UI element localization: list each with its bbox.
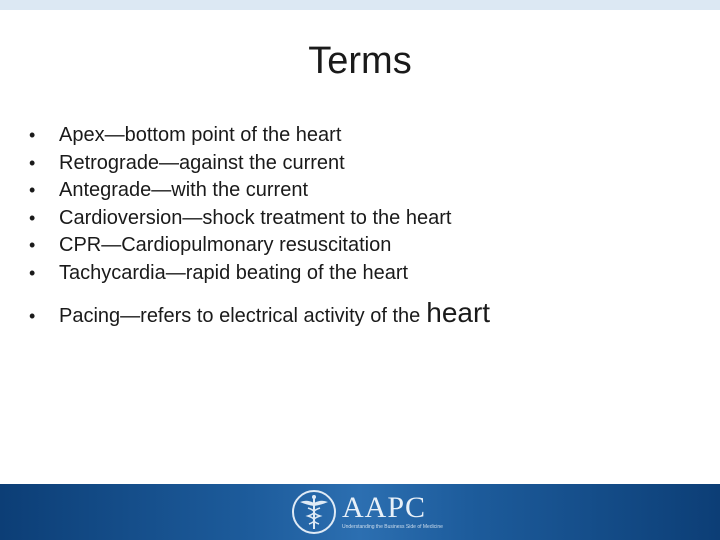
bullet-icon: • — [29, 180, 36, 200]
header-band — [0, 0, 720, 10]
bullet-item — [29, 150, 699, 178]
slide-title: Terms — [308, 40, 412, 82]
bullet-icon: • — [29, 152, 36, 173]
logo-text — [342, 493, 443, 531]
logo-name: AAPC — [342, 491, 427, 524]
bullet-icon: • — [29, 125, 36, 145]
bullet-icon: • — [29, 235, 36, 255]
bullet-item — [29, 205, 699, 233]
bullet-item — [29, 232, 699, 260]
caduceus-icon — [290, 488, 338, 536]
bullet-icon: • — [29, 306, 36, 326]
bullet-item — [29, 177, 699, 205]
bullet-emphasis: heart — [426, 297, 491, 328]
bullet-text: Retrograde—against the current — [59, 151, 345, 174]
bullet-text: Antegrade—with the current — [59, 179, 309, 201]
bullet-text: Pacing—refers to electrical activity of the — [59, 305, 421, 327]
bullet-text: CPR—Cardiopulmonary resuscitation — [59, 234, 392, 256]
bullet-item — [29, 122, 699, 150]
bullet-item — [29, 260, 699, 288]
logo-tagline: Understanding the Business Side of Medicine — [342, 524, 443, 530]
bullet-icon: • — [29, 207, 36, 228]
aapc-logo — [290, 487, 460, 537]
bullet-item — [29, 299, 699, 331]
bullet-text: Cardioversion—shock treatment to the heart — [59, 206, 452, 229]
bullet-list — [29, 122, 699, 331]
bullet-text: Apex—bottom point of the heart — [59, 124, 342, 146]
footer-band — [0, 484, 720, 540]
bullet-text: Tachycardia—rapid beating of the heart — [59, 261, 409, 284]
bullet-icon: • — [29, 262, 36, 283]
